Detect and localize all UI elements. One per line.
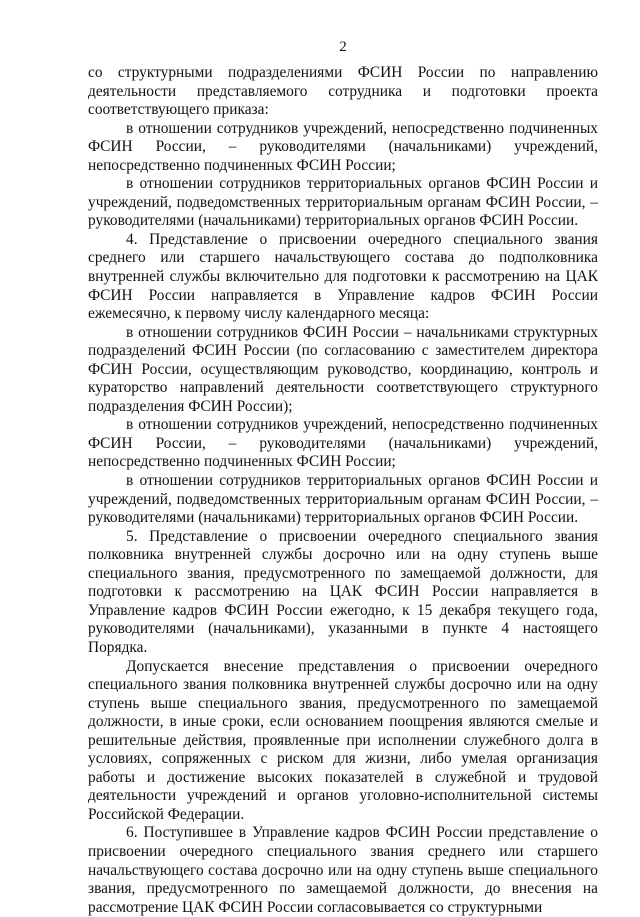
paragraph-item-4: 4. Представление о присвоении очередного специального звания среднего или старшего начальствующего состава до подполковника внутренней службы включительно для подготовки к рассмотрению на ЦАК ФСИН России направляется в Управление кадров ФСИН России ежемесячно, к первому числу календарного месяца:: [88, 230, 598, 323]
document-page: [88, 38, 598, 917]
paragraph-continuation: со структурными подразделениями ФСИН России по направлению деятельности представляемого сотрудника и подготовки проекта соответствующего приказа:: [88, 64, 598, 119]
paragraph-fsin-employees: в отношении сотрудников ФСИН России – начальниками структурных подразделений ФСИН России (по согласованию с заместителем директора ФСИН России, осуществляющим руководство, координацию, контроль и кураторство направлений деятельности соответствующего структурного подразделения ФСИН России);: [88, 323, 598, 415]
paragraph-permitted-submission: Допускается внесение представления о присвоении очередного специального звания полковника внутренней службы досрочно или на одну ступень выше специального звания, предусмотренного по замещаемой должности, в иные сроки, если основанием поощрения являются смелые и решительные действия, проявленные при исполнении служебного долга в условиях, сопряженных с риском для жизни, либо умелая организация работы и достижение высоких показателей в служебной и трудовой деятельности учреждений и органов уголовно-исполнительной системы Российской Федерации.: [88, 657, 598, 823]
paragraph-subordinate-institutions-2: в отношении сотрудников учреждений, непосредственно подчиненных ФСИН России, – руководителями (начальниками) учреждений, непосредственно подчиненных ФСИН России;: [88, 416, 598, 471]
paragraph-territorial-bodies-2: в отношении сотрудников территориальных органов ФСИН России и учреждений, подведомственных территориальным органам ФСИН России, – руководителями (начальниками) территориальных органов ФСИН России.: [88, 472, 598, 527]
paragraph-subordinate-institutions: в отношении сотрудников учреждений, непосредственно подчиненных ФСИН России, – руководителями (начальниками) учреждений, непосредственно подчиненных ФСИН России;: [88, 119, 598, 174]
paragraph-item-6: 6. Поступившее в Управление кадров ФСИН России представление о присвоении очередного специального звания среднего или старшего начальствующего состава досрочно или на одну ступень выше специального звания, предусмотренного по замещаемой должности, до внесения на рассмотрение ЦАК ФСИН России согласовывается со структурными: [88, 824, 598, 916]
page-number: 2: [339, 39, 347, 55]
paragraph-territorial-bodies: в отношении сотрудников территориальных органов ФСИН России и учреждений, подведомственных территориальным органам ФСИН России, – руководителями (начальниками) территориальных органов ФСИН России.: [88, 175, 598, 230]
paragraph-item-5: 5. Представление о присвоении очередного специального звания полковника внутренней службы досрочно или на одну ступень выше специального звания, предусмотренного по замещаемой должности, для подготовки к рассмотрению на ЦАК ФСИН России направляется в Управление кадров ФСИН России ежегодно, к 15 декабря текущего года, руководителями (начальниками), указанными в пункте 4 настоящего Порядка.: [88, 527, 598, 656]
